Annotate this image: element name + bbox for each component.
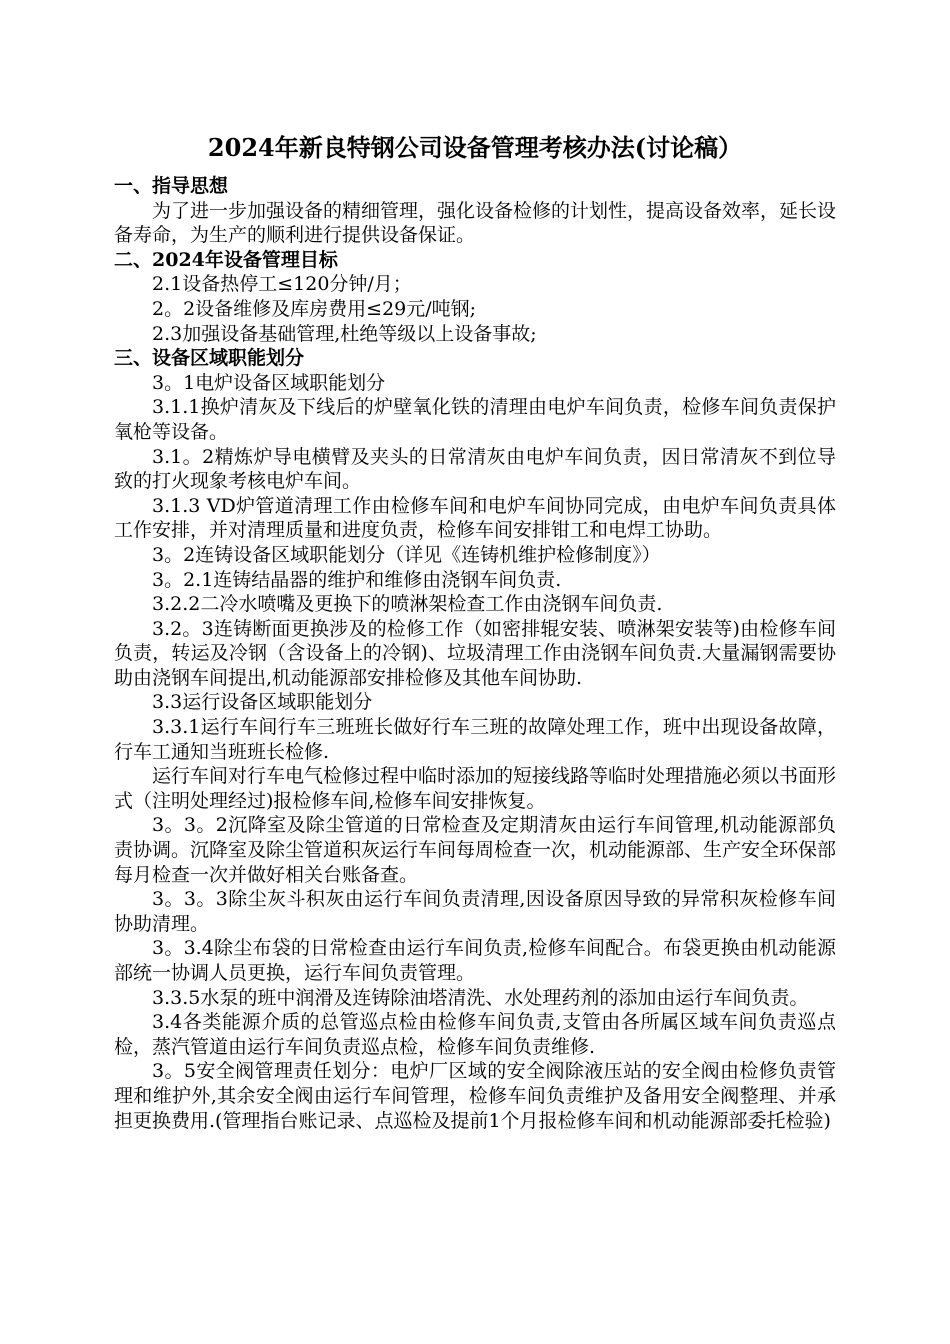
paragraph: 3.3运行设备区域职能划分 [152, 691, 373, 714]
paragraph: 3。3。3除尘灰斗积灰由运行车间负责清理,因设备原因导致的异常积灰检修车间协助清理。 [114, 888, 836, 935]
paragraph: 3.3.1运行车间行车三班班长做好行车三班的故障处理工作，班中出现设备故障，行车工通知当班班长检修. [114, 716, 836, 763]
paragraph: 3。5安全阀管理责任划分：电炉厂区域的安全阀除液压站的安全阀由检修负责管理和维护外,其余安全阀由运行车间管理，检修车间负责维护及备用安全阀整理、并承担更换费用.(管理指台账记录、点巡检及提前1个月报检修车间和机动能源部委托检验) [114, 1060, 836, 1132]
document-body [114, 174, 836, 1133]
paragraph: 3。2连铸设备区域职能划分（详见《连铸机维护检修制度》） [152, 543, 661, 566]
document-title: 2024年新良特钢公司设备管理考核办法(讨论稿） [207, 133, 743, 162]
paragraph: 3.1.1换炉清灰及下线后的炉壁氧化铁的清理由电炉车间负责，检修车间负责保护氧枪等设备。 [114, 396, 836, 443]
paragraph: 3。3。2沉降室及除尘管道的日常检查及定期清灰由运行车间管理,机动能源部负责协调。沉降室及除尘管道积灰运行车间每周检查一次，机动能源部、生产安全环保部每月检查一次并做好相关台账备查。 [114, 814, 837, 886]
paragraph: 2.1设备热停工≤120分钟/月； [152, 273, 412, 296]
paragraph: 3。2.1连铸结晶器的维护和维修由浇钢车间负责. [152, 568, 562, 591]
paragraph: 2。2设备维修及库房费用≤29元/吨钢; [152, 297, 477, 320]
paragraph: 3.2。3连铸断面更换涉及的检修工作（如密排辊安装、喷淋架安装等)由检修车间负责，转运及冷钢（含设备上的冷钢)、垃圾清理工作由浇钢车间负责.大量漏钢需要协助由浇钢车间提出,机动能源部安排检修及其他车间协助. [114, 617, 836, 689]
paragraph: 3.3.5水泵的班中润滑及连铸除油塔清洗、水处理药剂的添加由运行车间负责。 [152, 986, 809, 1009]
paragraph: 3.1.3 VD炉管道清理工作由检修车间和电炉车间协同完成，由电炉车间负责具体工作安排，并对清理质量和进度负责，检修车间安排钳工和电焊工协助。 [114, 494, 836, 542]
paragraph: 运行车间对行车电气检修过程中临时添加的短接线路等临时处理措施必须以书面形式（注明处理经过)报检修车间,检修车间安排恢复。 [114, 765, 837, 812]
section-heading: 二、2024年设备管理目标 [114, 248, 338, 271]
paragraph: 3.4各类能源介质的总管巡点检由检修车间负责,支管由各所属区域车间负责巡点检，蒸汽管道由运行车间负责巡点检，检修车间负责维修. [114, 1011, 836, 1058]
section-heading: 一、指导思想 [114, 175, 229, 197]
paragraph: 3.1。2精炼炉导电横臂及夹头的日常清灰由电炉车间负责，因日常清灰不到位导致的打火现象考核电炉车间。 [114, 445, 836, 493]
paragraph: 3.2.2二冷水喷嘴及更换下的喷淋架检查工作由浇钢车间负责. [152, 593, 663, 616]
paragraph: 3。3.4除尘布袋的日常检查由运行车间负责,检修车间配合。布袋更换由机动能源部统一协调人员更换，运行车间负责管理。 [114, 937, 836, 984]
paragraph: 为了进一步加强设备的精细管理，强化设备检修的计划性，提高设备效率，延长设备寿命，为生产的顺利进行提供设备保证。 [114, 199, 837, 247]
section-heading: 三、设备区域职能划分 [114, 347, 305, 370]
paragraph: 3。1电炉设备区域职能划分 [152, 371, 386, 394]
paragraph: 2.3加强设备基础管理,杜绝等级以上设备事故; [152, 322, 537, 345]
